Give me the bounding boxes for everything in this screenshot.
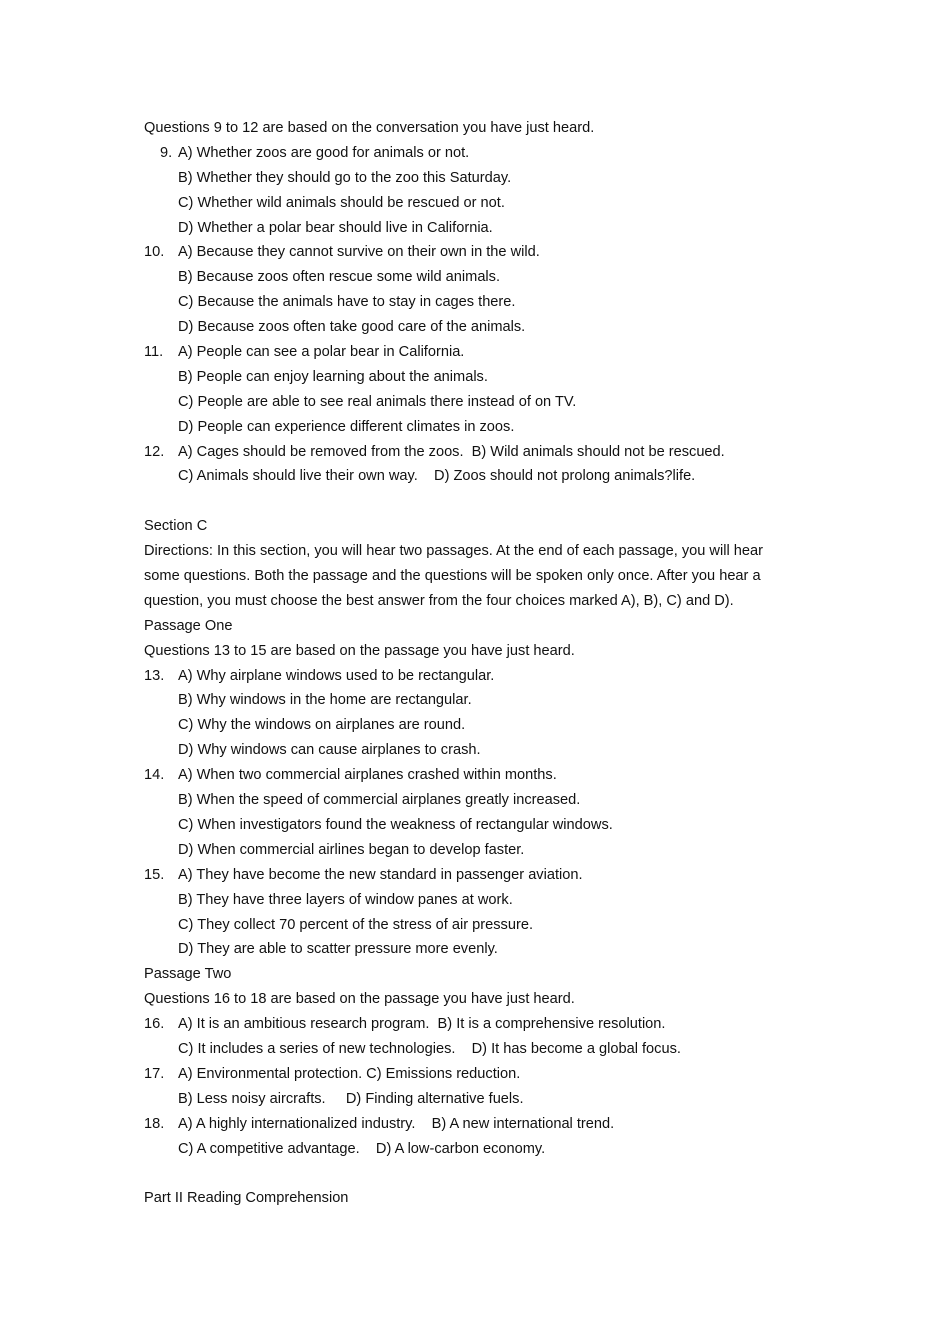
- passage-one-title: Passage One: [144, 617, 233, 634]
- question-17: [144, 1062, 824, 1087]
- option-b: B) They have three layers of window panes at work.: [178, 891, 513, 908]
- question-10: [144, 240, 824, 265]
- section-b-intro: Questions 9 to 12 are based on the conversation you have just heard.: [144, 120, 595, 136]
- directions-line: Directions: In this section, you will hear two passages. At the end of each passage, you will hear: [144, 543, 763, 560]
- option-a: A) Why airplane windows used to be rectangular.: [178, 667, 495, 684]
- option-d: D) They are able to scatter pressure more evenly.: [178, 941, 498, 958]
- question-number: 18.: [144, 1115, 165, 1132]
- option-b: B) Whether they should go to the zoo this Saturday.: [178, 169, 512, 186]
- question-number: 9.: [160, 144, 173, 161]
- option-b: B) Why windows in the home are rectangular.: [178, 692, 472, 709]
- option-c: C) Because the animals have to stay in cages there.: [178, 294, 516, 311]
- question-15: [144, 863, 824, 888]
- option-c: C) Whether wild animals should be rescued or not.: [178, 194, 505, 211]
- question-12: [144, 440, 824, 465]
- option-c: C) Why the windows on airplanes are round.: [178, 717, 466, 734]
- option-a: A) When two commercial airplanes crashed within months.: [178, 767, 557, 784]
- options-cd: C) It includes a series of new technologies. D) It has become a global focus.: [178, 1040, 681, 1057]
- question-number: 16.: [144, 1016, 165, 1033]
- option-a: A) They have become the new standard in passenger aviation.: [178, 866, 583, 883]
- option-d: D) Whether a polar bear should live in California.: [178, 219, 493, 236]
- option-b: B) When the speed of commercial airplanes greatly increased.: [178, 792, 581, 809]
- option-b: B) People can enjoy learning about the animals.: [178, 368, 488, 385]
- option-d: D) People can experience different climates in zoos.: [178, 418, 515, 435]
- question-18: [144, 1112, 824, 1137]
- options-cd: C) A competitive advantage. D) A low-carbon economy.: [178, 1140, 546, 1157]
- question-13: [144, 664, 824, 689]
- question-number: 12.: [144, 443, 165, 460]
- options-cd: B) Less noisy aircrafts. D) Finding alternative fuels.: [178, 1090, 524, 1107]
- passage-two-intro: Questions 16 to 18 are based on the passage you have just heard.: [144, 991, 575, 1008]
- options-ab: A) Environmental protection. C) Emissions reduction.: [178, 1065, 521, 1082]
- question-number: 17.: [144, 1065, 165, 1082]
- question-number: 15.: [144, 866, 165, 883]
- passage-two-title: Passage Two: [144, 966, 232, 983]
- option-b: B) Because zoos often rescue some wild animals.: [178, 269, 501, 286]
- directions-line: question, you must choose the best answer from the four choices marked A), B), C) and D).: [144, 592, 734, 609]
- option-c: C) People are able to see real animals there instead of on TV.: [178, 393, 577, 410]
- option-a: A) Because they cannot survive on their own in the wild.: [178, 244, 540, 261]
- option-c: C) They collect 70 percent of the stress of air pressure.: [178, 916, 534, 933]
- option-d: D) Why windows can cause airplanes to crash.: [178, 742, 481, 759]
- part-2-heading: Part II Reading Comprehension: [144, 1190, 349, 1207]
- options-ab: A) A highly internationalized industry. B) A new international trend.: [178, 1115, 615, 1132]
- question-11: [144, 340, 824, 365]
- options-ab: A) Cages should be removed from the zoos. B) Wild animals should not be rescued.: [178, 443, 725, 460]
- question-number: 13.: [144, 667, 165, 684]
- option-d: D) Because zoos often take good care of the animals.: [178, 319, 526, 336]
- option-d: D) When commercial airlines began to develop faster.: [178, 841, 525, 858]
- question-16: [144, 1012, 824, 1037]
- option-a: A) Whether zoos are good for animals or not.: [178, 144, 470, 161]
- options-ab: A) It is an ambitious research program. B) It is a comprehensive resolution.: [178, 1016, 666, 1033]
- question-9: [144, 141, 824, 166]
- question-14: [144, 763, 824, 788]
- directions-line: some questions. Both the passage and the questions will be spoken only once. After you hear a: [144, 568, 761, 585]
- option-c: C) When investigators found the weakness of rectangular windows.: [178, 816, 613, 833]
- section-c-title: Section C: [144, 518, 208, 535]
- options-cd: C) Animals should live their own way. D) Zoos should not prolong animals?life.: [178, 468, 696, 485]
- option-a: A) People can see a polar bear in California.: [178, 344, 465, 361]
- passage-one-intro: Questions 13 to 15 are based on the passage you have just heard.: [144, 642, 575, 659]
- page-content: [144, 116, 824, 1211]
- question-number: 14.: [144, 767, 165, 784]
- question-number: 10.: [144, 244, 165, 261]
- question-number: 11.: [144, 344, 164, 361]
